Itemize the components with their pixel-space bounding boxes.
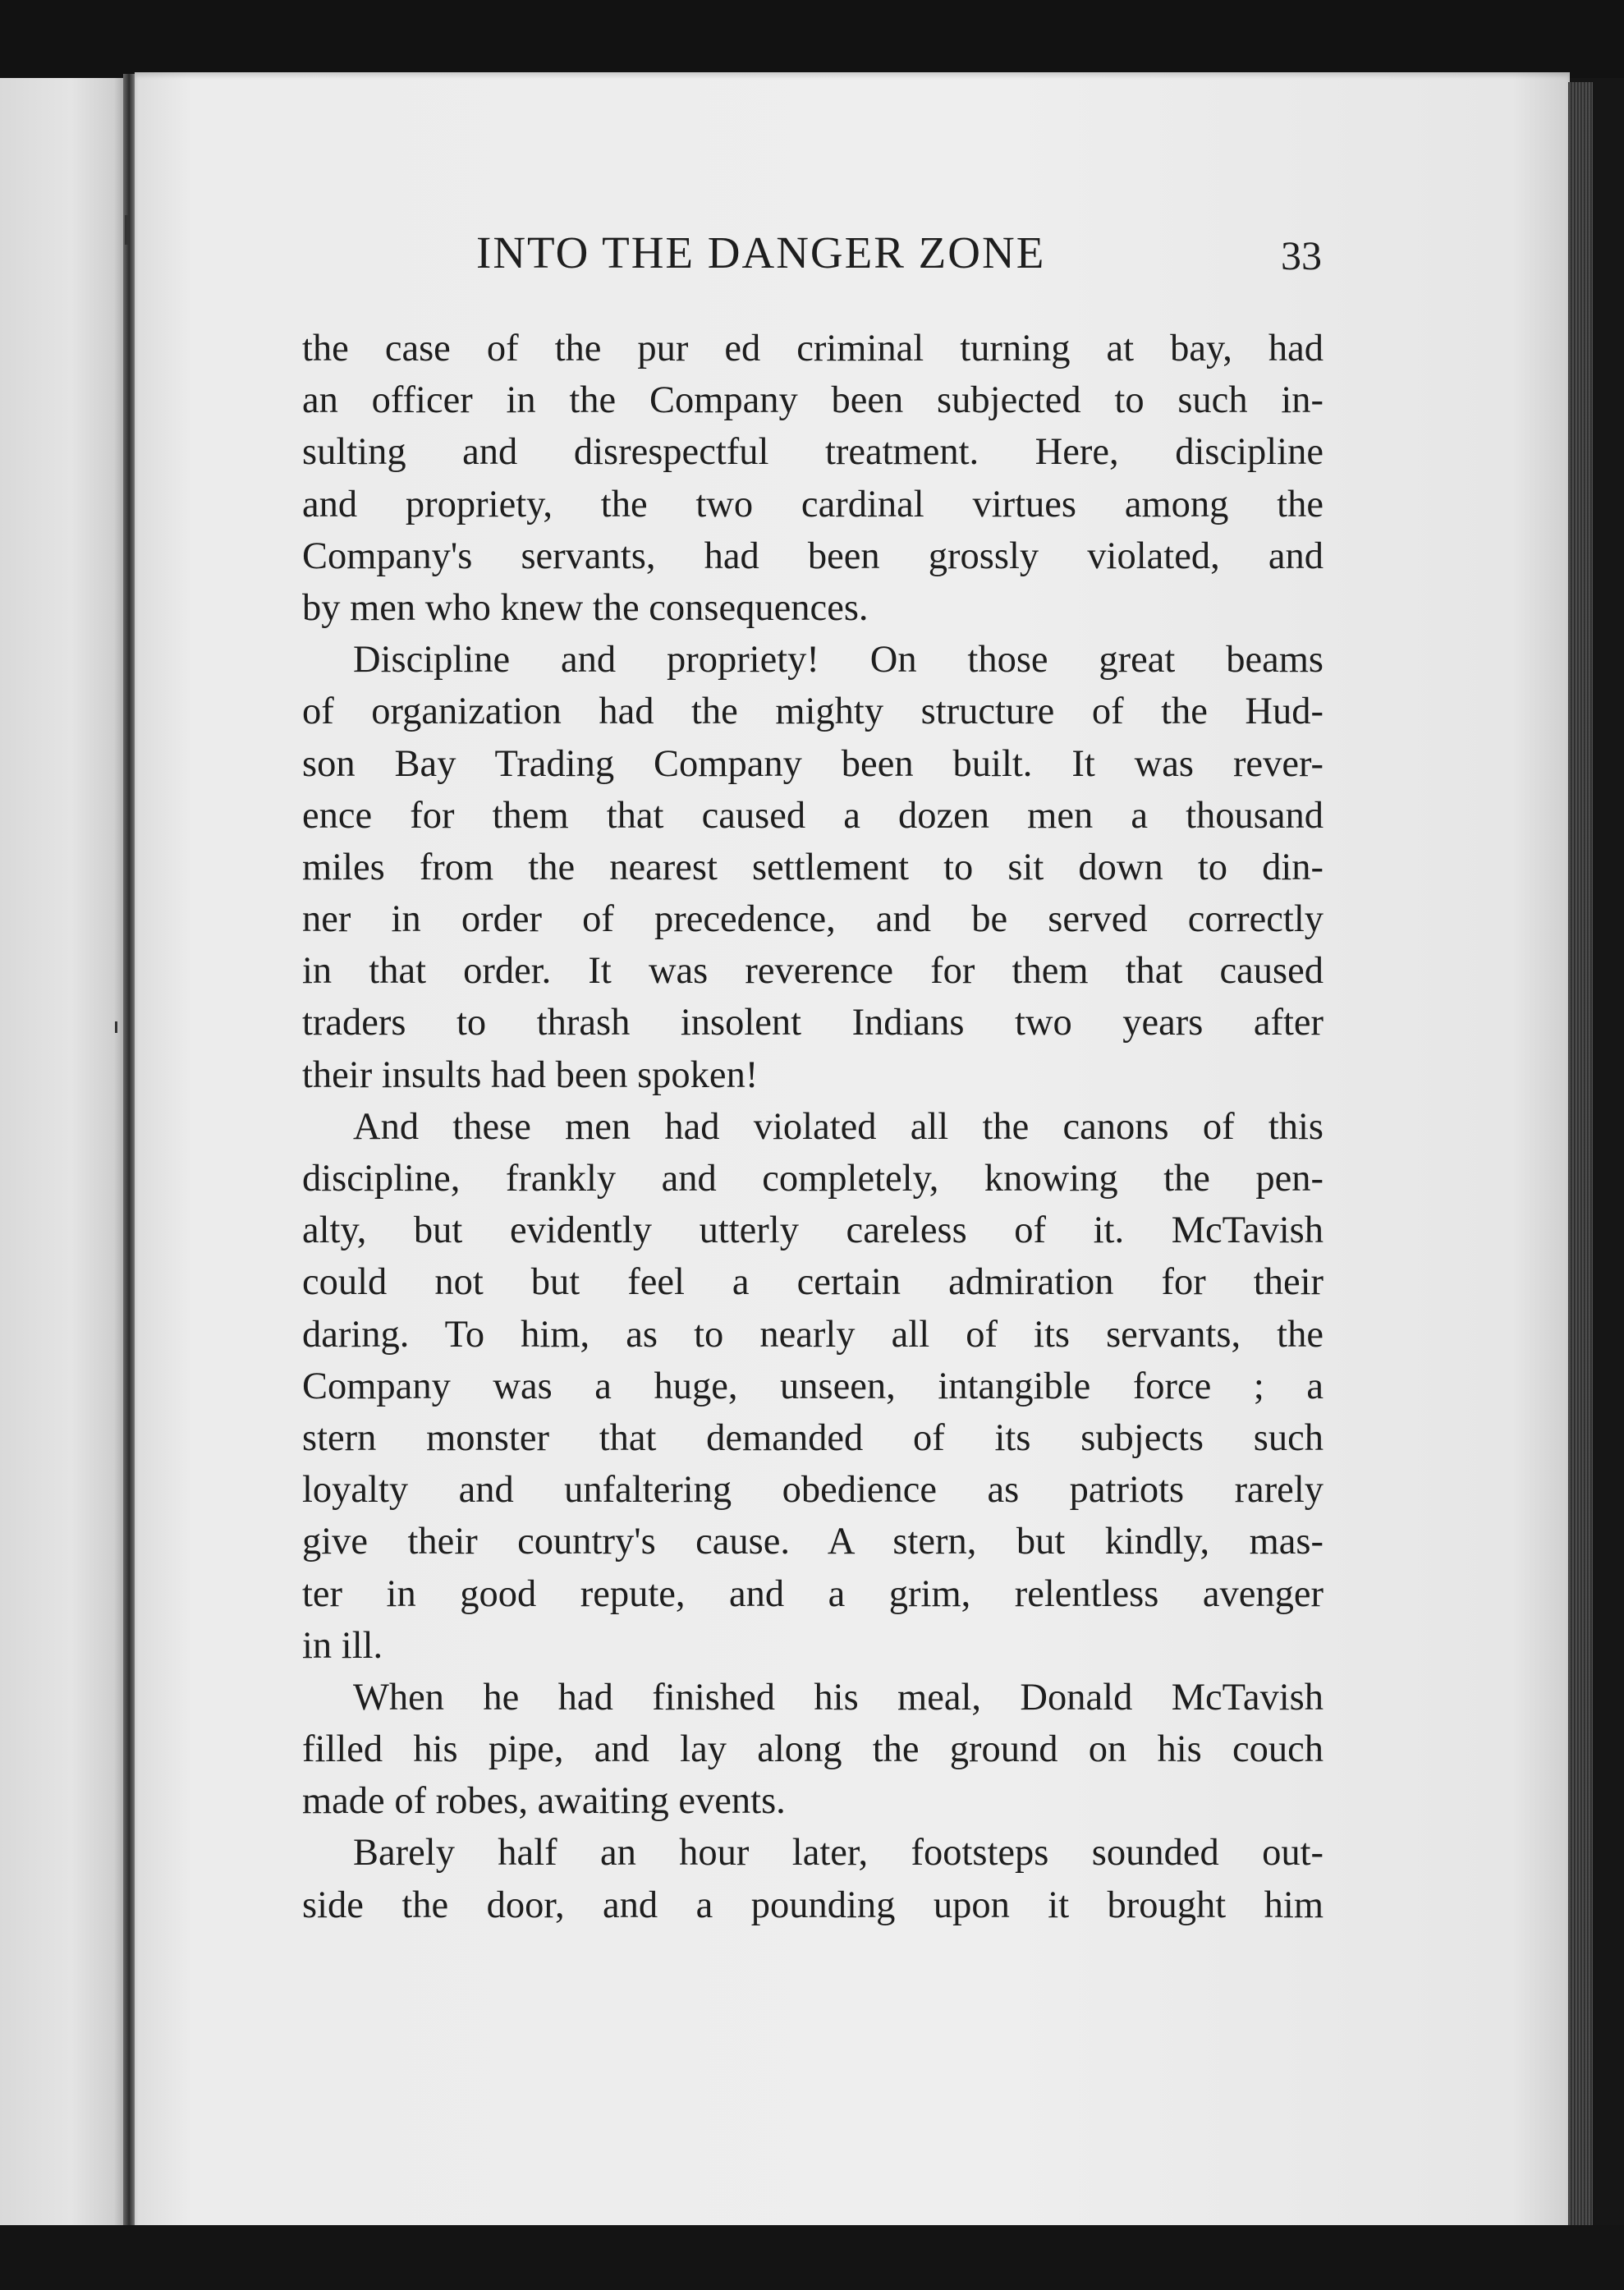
text-line: by men who knew the consequences. — [302, 586, 869, 629]
text-line: ner in order of precedence, and be served correctly — [302, 898, 1324, 941]
text-line: alty, but evidently utterly careless of it. McTavish — [302, 1209, 1324, 1252]
text-line: ence for them that caused a dozen men a thousand — [302, 794, 1324, 837]
scan-border-top — [0, 0, 1624, 78]
text-line: sulting and disrespectful treatment. Here, discipline — [302, 431, 1324, 474]
text-line: traders to thrash insolent Indians two years after — [302, 1002, 1324, 1044]
text-line: side the door, and a pounding upon it brought him — [302, 1884, 1324, 1926]
text-line: of organization had the mighty structure of the Hud- — [302, 691, 1324, 733]
text-line: Barely half an hour later, footsteps sounded out- — [353, 1832, 1324, 1875]
text-line: Discipline and propriety! On those great beams — [353, 639, 1324, 681]
text-line: could not but feel a certain admiration for their — [302, 1261, 1324, 1304]
text-line: stern monster that demanded of its subjects such — [302, 1416, 1324, 1459]
margin-mark — [125, 215, 128, 245]
text-line: and propriety, the two cardinal virtues among the — [302, 483, 1324, 525]
scan-border-bottom — [0, 2225, 1624, 2290]
text-line: Company's servants, had been grossly violated, and — [302, 535, 1324, 577]
page-number: 33 — [1281, 232, 1322, 278]
text-line: discipline, frankly and completely, knowing the pen- — [302, 1158, 1324, 1200]
text-line: made of robes, awaiting events. — [302, 1780, 786, 1823]
margin-mark — [115, 1021, 117, 1033]
text-line: give their country's cause. A stern, but kindly, mas- — [302, 1521, 1324, 1563]
text-line: When he had finished his meal, Donald McTavish — [353, 1676, 1324, 1719]
text-line: in that order. It was reverence for them that caused — [302, 950, 1324, 993]
text-line: And these men had violated all the canons of this — [353, 1105, 1324, 1148]
text-line: in ill. — [302, 1624, 383, 1667]
body-text — [302, 323, 1324, 1931]
text-line: daring. To him, as to nearly all of its servants, the — [302, 1313, 1324, 1356]
text-line: son Bay Trading Company been built. It was rever- — [302, 742, 1324, 785]
text-line: Company was a huge, unseen, intangible force ; a — [302, 1365, 1324, 1407]
text-line: their insults had been spoken! — [302, 1053, 759, 1096]
text-line: an officer in the Company been subjected to such in- — [302, 379, 1324, 422]
running-title: INTO THE DANGER ZONE — [476, 227, 1046, 278]
text-line: the case of the pur ed criminal turning at bay, had — [302, 328, 1324, 369]
running-head — [304, 227, 1322, 292]
text-line: ter in good repute, and a grim, relentless avenger — [302, 1572, 1324, 1615]
text-line: loyalty and unfaltering obedience as patriots rarely — [302, 1469, 1324, 1512]
facing-page-edge — [0, 78, 130, 2225]
text-line: miles from the nearest settlement to sit down to din- — [302, 846, 1324, 888]
text-line: filled his pipe, and lay along the ground on his couch — [302, 1728, 1324, 1771]
page-stack-edge — [1568, 82, 1593, 2250]
